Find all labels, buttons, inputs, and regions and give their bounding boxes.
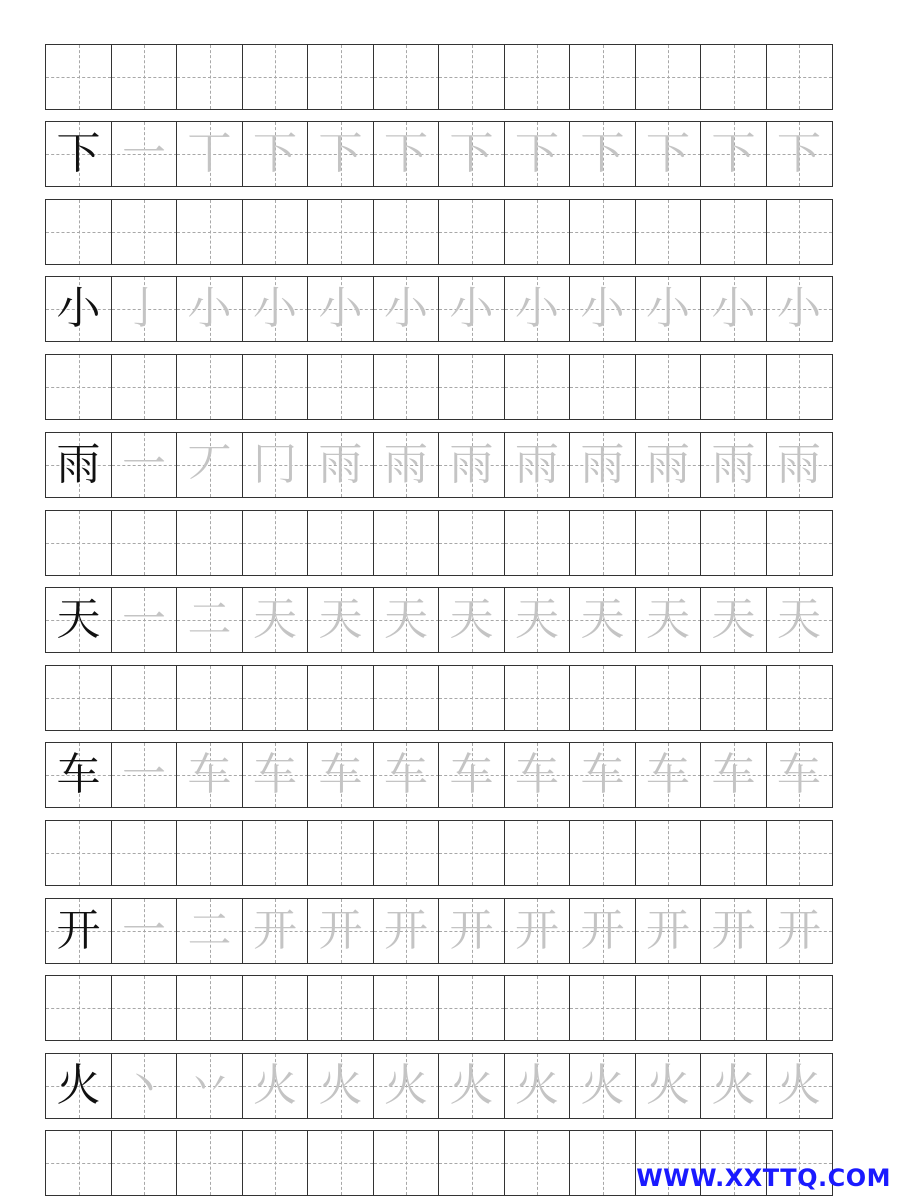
trace-stroke-step: 小 (187, 283, 232, 334)
trace-stroke-step: 车 (253, 749, 297, 800)
writing-cell[interactable] (242, 665, 309, 731)
trace-cell[interactable] (242, 276, 309, 342)
trace-cell[interactable] (307, 432, 374, 498)
writing-cell[interactable] (438, 44, 505, 110)
writing-cell[interactable] (635, 820, 702, 886)
trace-stroke-step: 一 (122, 749, 166, 800)
trace-cell[interactable] (438, 587, 505, 653)
writing-cell[interactable] (766, 820, 833, 886)
trace-stroke-step: 开 (646, 905, 690, 956)
trace-cell[interactable] (373, 587, 440, 653)
trace-stroke-step: 雨 (580, 439, 625, 490)
writing-cell[interactable] (569, 665, 636, 731)
writing-cell[interactable] (45, 820, 112, 886)
writing-cell[interactable] (111, 510, 178, 576)
writing-cell[interactable] (307, 510, 374, 576)
model-character: 开 (56, 905, 101, 956)
model-character: 下 (56, 128, 101, 179)
writing-cell[interactable] (307, 975, 374, 1041)
trace-stroke-step: 一 (122, 128, 166, 179)
trace-cell[interactable] (111, 432, 178, 498)
trace-stroke-step: 丶 (122, 1060, 166, 1111)
trace-cell[interactable] (766, 587, 833, 653)
writing-cell[interactable] (111, 975, 178, 1041)
character-row (45, 276, 851, 342)
writing-cell[interactable] (569, 199, 636, 265)
trace-stroke-step: 火 (777, 1060, 821, 1111)
writing-cell[interactable] (569, 354, 636, 420)
writing-cell[interactable] (766, 354, 833, 420)
trace-cell[interactable] (242, 587, 309, 653)
trace-stroke-step: 开 (253, 905, 297, 956)
blank-practice-row (45, 665, 851, 731)
trace-cell[interactable] (438, 121, 505, 187)
writing-cell[interactable] (504, 975, 571, 1041)
writing-cell[interactable] (176, 665, 243, 731)
writing-cell[interactable] (635, 665, 702, 731)
writing-cell[interactable] (176, 975, 243, 1041)
writing-cell[interactable] (111, 354, 178, 420)
trace-stroke-step: 火 (711, 1060, 756, 1111)
model-character: 车 (56, 749, 101, 800)
trace-stroke-step: 小 (777, 283, 821, 334)
writing-cell[interactable] (504, 44, 571, 110)
writing-cell[interactable] (438, 975, 505, 1041)
trace-stroke-step: 小 (253, 283, 297, 334)
trace-cell[interactable] (438, 742, 505, 808)
trace-stroke-step: 车 (515, 749, 559, 800)
trace-cell[interactable] (504, 1053, 571, 1119)
writing-cell[interactable] (176, 510, 243, 576)
trace-stroke-step: 天 (515, 594, 559, 645)
writing-cell[interactable] (569, 820, 636, 886)
trace-cell[interactable] (766, 1053, 833, 1119)
model-character: 小 (56, 283, 101, 334)
trace-cell[interactable] (700, 898, 767, 964)
trace-cell[interactable] (111, 276, 178, 342)
writing-cell[interactable] (111, 1130, 178, 1196)
trace-cell[interactable] (307, 1053, 374, 1119)
trace-stroke-step: 车 (580, 749, 625, 800)
trace-cell[interactable] (373, 276, 440, 342)
writing-cell[interactable] (635, 975, 702, 1041)
writing-cell[interactable] (504, 354, 571, 420)
writing-cell[interactable] (504, 1130, 571, 1196)
writing-cell[interactable] (700, 820, 767, 886)
trace-cell[interactable] (635, 121, 702, 187)
writing-cell[interactable] (766, 975, 833, 1041)
trace-stroke-step: 小 (449, 283, 494, 334)
trace-cell[interactable] (504, 742, 571, 808)
writing-cell[interactable] (766, 665, 833, 731)
trace-stroke-step: 天 (711, 594, 756, 645)
writing-cell[interactable] (766, 510, 833, 576)
trace-stroke-step: 下 (449, 128, 494, 179)
trace-stroke-step: 车 (646, 749, 690, 800)
character-row (45, 121, 851, 187)
writing-cell[interactable] (700, 44, 767, 110)
trace-cell[interactable] (176, 898, 243, 964)
trace-cell[interactable] (766, 276, 833, 342)
writing-cell[interactable] (176, 820, 243, 886)
trace-stroke-step: 天 (777, 594, 821, 645)
writing-cell[interactable] (373, 510, 440, 576)
trace-cell[interactable] (111, 587, 178, 653)
trace-cell[interactable] (438, 276, 505, 342)
writing-cell[interactable] (45, 975, 112, 1041)
trace-cell[interactable] (700, 276, 767, 342)
trace-stroke-step: 火 (646, 1060, 690, 1111)
writing-cell[interactable] (242, 975, 309, 1041)
trace-stroke-step: 车 (384, 749, 428, 800)
trace-cell[interactable] (176, 1053, 243, 1119)
trace-cell[interactable] (307, 742, 374, 808)
writing-cell[interactable] (307, 44, 374, 110)
writing-cell[interactable] (373, 1130, 440, 1196)
writing-cell[interactable] (635, 510, 702, 576)
writing-cell[interactable] (242, 199, 309, 265)
trace-stroke-step: 火 (384, 1060, 428, 1111)
trace-cell[interactable] (307, 898, 374, 964)
trace-cell[interactable] (176, 587, 243, 653)
writing-cell[interactable] (504, 199, 571, 265)
writing-cell[interactable] (700, 975, 767, 1041)
writing-cell[interactable] (242, 354, 309, 420)
writing-cell[interactable] (373, 975, 440, 1041)
trace-cell[interactable] (242, 121, 309, 187)
trace-stroke-step: 雨 (777, 439, 821, 490)
trace-cell[interactable] (700, 742, 767, 808)
trace-stroke-step: 丆 (187, 439, 232, 490)
character-row (45, 432, 851, 498)
trace-stroke-step: 车 (187, 749, 232, 800)
trace-stroke-step: 雨 (711, 439, 756, 490)
trace-stroke-step: 火 (449, 1060, 494, 1111)
trace-stroke-step: 下 (318, 128, 363, 179)
writing-cell[interactable] (438, 510, 505, 576)
writing-cell[interactable] (373, 820, 440, 886)
trace-stroke-step: 小 (580, 283, 625, 334)
writing-cell[interactable] (635, 44, 702, 110)
trace-stroke-step: 火 (253, 1060, 297, 1111)
writing-cell[interactable] (307, 665, 374, 731)
trace-cell[interactable] (307, 121, 374, 187)
trace-cell[interactable] (635, 1053, 702, 1119)
trace-stroke-step: 丅 (187, 128, 232, 179)
trace-stroke-step: 车 (318, 749, 363, 800)
trace-stroke-step: 雨 (449, 439, 494, 490)
trace-cell[interactable] (373, 742, 440, 808)
trace-cell[interactable] (373, 432, 440, 498)
trace-stroke-step: 小 (384, 283, 428, 334)
writing-cell[interactable] (635, 354, 702, 420)
trace-stroke-step: 开 (318, 905, 363, 956)
writing-cell[interactable] (307, 354, 374, 420)
trace-cell[interactable] (766, 121, 833, 187)
trace-stroke-step: 开 (580, 905, 625, 956)
model-character-cell (45, 898, 112, 964)
trace-cell[interactable] (700, 121, 767, 187)
trace-cell[interactable] (176, 742, 243, 808)
trace-cell[interactable] (700, 1053, 767, 1119)
writing-cell[interactable] (45, 1130, 112, 1196)
trace-stroke-step: 冂 (253, 439, 297, 490)
trace-stroke-step: 车 (711, 749, 756, 800)
trace-stroke-step: 天 (384, 594, 428, 645)
blank-practice-row (45, 510, 851, 576)
trace-stroke-step: 小 (711, 283, 756, 334)
writing-cell[interactable] (504, 820, 571, 886)
trace-stroke-step: 一 (122, 439, 166, 490)
writing-cell[interactable] (307, 1130, 374, 1196)
writing-cell[interactable] (45, 665, 112, 731)
trace-cell[interactable] (242, 432, 309, 498)
trace-stroke-step: 一 (122, 594, 166, 645)
trace-stroke-step: 小 (318, 283, 363, 334)
trace-cell[interactable] (438, 1053, 505, 1119)
trace-stroke-step: 下 (711, 128, 756, 179)
trace-cell[interactable] (176, 276, 243, 342)
trace-cell[interactable] (504, 587, 571, 653)
trace-stroke-step: 天 (646, 594, 690, 645)
writing-cell[interactable] (504, 665, 571, 731)
writing-cell[interactable] (569, 1130, 636, 1196)
trace-cell[interactable] (438, 898, 505, 964)
trace-stroke-step: 天 (449, 594, 494, 645)
trace-stroke-step: 开 (449, 905, 494, 956)
writing-cell[interactable] (176, 354, 243, 420)
writing-cell[interactable] (569, 510, 636, 576)
trace-cell[interactable] (504, 432, 571, 498)
writing-cell[interactable] (438, 820, 505, 886)
writing-cell[interactable] (438, 1130, 505, 1196)
trace-cell[interactable] (111, 121, 178, 187)
trace-stroke-step: 车 (449, 749, 494, 800)
trace-stroke-step: 天 (580, 594, 625, 645)
writing-cell[interactable] (45, 44, 112, 110)
trace-stroke-step: 下 (515, 128, 559, 179)
trace-stroke-step: 火 (515, 1060, 559, 1111)
blank-practice-row (45, 44, 851, 110)
trace-cell[interactable] (635, 276, 702, 342)
trace-stroke-step: 开 (384, 905, 428, 956)
writing-cell[interactable] (242, 44, 309, 110)
trace-stroke-step: 二 (187, 905, 232, 956)
trace-cell[interactable] (504, 898, 571, 964)
writing-cell[interactable] (111, 199, 178, 265)
writing-cell[interactable] (438, 665, 505, 731)
writing-cell[interactable] (700, 199, 767, 265)
trace-cell[interactable] (307, 587, 374, 653)
trace-stroke-step: 火 (580, 1060, 625, 1111)
model-character: 火 (56, 1060, 101, 1111)
trace-cell[interactable] (569, 1053, 636, 1119)
character-row (45, 587, 851, 653)
trace-cell[interactable] (569, 432, 636, 498)
trace-stroke-step: 下 (253, 128, 297, 179)
trace-cell[interactable] (569, 276, 636, 342)
model-character-cell (45, 587, 112, 653)
model-character-cell (45, 276, 112, 342)
trace-cell[interactable] (373, 898, 440, 964)
writing-cell[interactable] (766, 44, 833, 110)
trace-stroke-step: 雨 (515, 439, 559, 490)
trace-cell[interactable] (504, 121, 571, 187)
character-row (45, 742, 851, 808)
writing-cell[interactable] (111, 665, 178, 731)
trace-cell[interactable] (700, 432, 767, 498)
writing-cell[interactable] (242, 510, 309, 576)
writing-cell[interactable] (111, 44, 178, 110)
blank-practice-row (45, 354, 851, 420)
trace-cell[interactable] (635, 898, 702, 964)
trace-cell[interactable] (111, 742, 178, 808)
trace-cell[interactable] (176, 121, 243, 187)
trace-stroke-step: 小 (515, 283, 559, 334)
trace-stroke-step: 一 (122, 905, 166, 956)
trace-stroke-step: 小 (646, 283, 690, 334)
writing-cell[interactable] (700, 354, 767, 420)
trace-stroke-step: 亅 (122, 283, 166, 334)
trace-stroke-step: 天 (253, 594, 297, 645)
writing-cell[interactable] (700, 665, 767, 731)
model-character: 天 (56, 594, 101, 645)
trace-stroke-step: 丷 (187, 1060, 232, 1111)
trace-stroke-step: 雨 (318, 439, 363, 490)
character-row (45, 1053, 851, 1119)
writing-cell[interactable] (569, 44, 636, 110)
model-character-cell (45, 742, 112, 808)
trace-cell[interactable] (569, 587, 636, 653)
trace-cell[interactable] (242, 742, 309, 808)
writing-cell[interactable] (635, 199, 702, 265)
trace-cell[interactable] (635, 742, 702, 808)
writing-cell[interactable] (45, 199, 112, 265)
trace-stroke-step: 开 (777, 905, 821, 956)
writing-cell[interactable] (438, 199, 505, 265)
trace-stroke-step: 车 (777, 749, 821, 800)
writing-cell[interactable] (438, 354, 505, 420)
trace-cell[interactable] (569, 742, 636, 808)
trace-cell[interactable] (438, 432, 505, 498)
trace-cell[interactable] (635, 587, 702, 653)
writing-cell[interactable] (242, 1130, 309, 1196)
writing-cell[interactable] (45, 354, 112, 420)
writing-cell[interactable] (307, 820, 374, 886)
trace-cell[interactable] (111, 898, 178, 964)
trace-cell[interactable] (766, 742, 833, 808)
trace-cell[interactable] (766, 898, 833, 964)
writing-cell[interactable] (700, 510, 767, 576)
trace-cell[interactable] (176, 432, 243, 498)
writing-cell[interactable] (504, 510, 571, 576)
writing-cell[interactable] (373, 665, 440, 731)
trace-stroke-step: 火 (318, 1060, 363, 1111)
trace-cell[interactable] (700, 587, 767, 653)
writing-cell[interactable] (766, 199, 833, 265)
trace-stroke-step: 下 (777, 128, 821, 179)
blank-practice-row (45, 975, 851, 1041)
writing-cell[interactable] (111, 820, 178, 886)
trace-stroke-step: 下 (646, 128, 690, 179)
trace-cell[interactable] (242, 898, 309, 964)
trace-stroke-step: 开 (515, 905, 559, 956)
writing-cell[interactable] (176, 1130, 243, 1196)
writing-cell[interactable] (373, 199, 440, 265)
writing-cell[interactable] (373, 354, 440, 420)
writing-cell[interactable] (569, 975, 636, 1041)
writing-cell[interactable] (45, 510, 112, 576)
character-row (45, 898, 851, 964)
trace-cell[interactable] (242, 1053, 309, 1119)
trace-stroke-step: 下 (384, 128, 428, 179)
writing-cell[interactable] (373, 44, 440, 110)
trace-cell[interactable] (569, 121, 636, 187)
writing-cell[interactable] (176, 44, 243, 110)
trace-cell[interactable] (307, 276, 374, 342)
blank-practice-row (45, 199, 851, 265)
trace-stroke-step: 二 (187, 594, 232, 645)
model-character-cell (45, 432, 112, 498)
trace-cell[interactable] (373, 121, 440, 187)
model-character: 雨 (56, 439, 101, 490)
site-watermark: WWW.XXTTQ.COM (636, 1164, 891, 1192)
trace-cell[interactable] (766, 432, 833, 498)
blank-practice-row (45, 820, 851, 886)
trace-cell[interactable] (111, 1053, 178, 1119)
model-character-cell (45, 1053, 112, 1119)
writing-cell[interactable] (176, 199, 243, 265)
trace-stroke-step: 开 (711, 905, 756, 956)
writing-cell[interactable] (307, 199, 374, 265)
trace-cell[interactable] (635, 432, 702, 498)
trace-cell[interactable] (569, 898, 636, 964)
trace-cell[interactable] (504, 276, 571, 342)
trace-stroke-step: 雨 (384, 439, 428, 490)
trace-cell[interactable] (373, 1053, 440, 1119)
trace-stroke-step: 下 (580, 128, 625, 179)
model-character-cell (45, 121, 112, 187)
writing-cell[interactable] (242, 820, 309, 886)
trace-stroke-step: 天 (318, 594, 363, 645)
trace-stroke-step: 雨 (646, 439, 690, 490)
